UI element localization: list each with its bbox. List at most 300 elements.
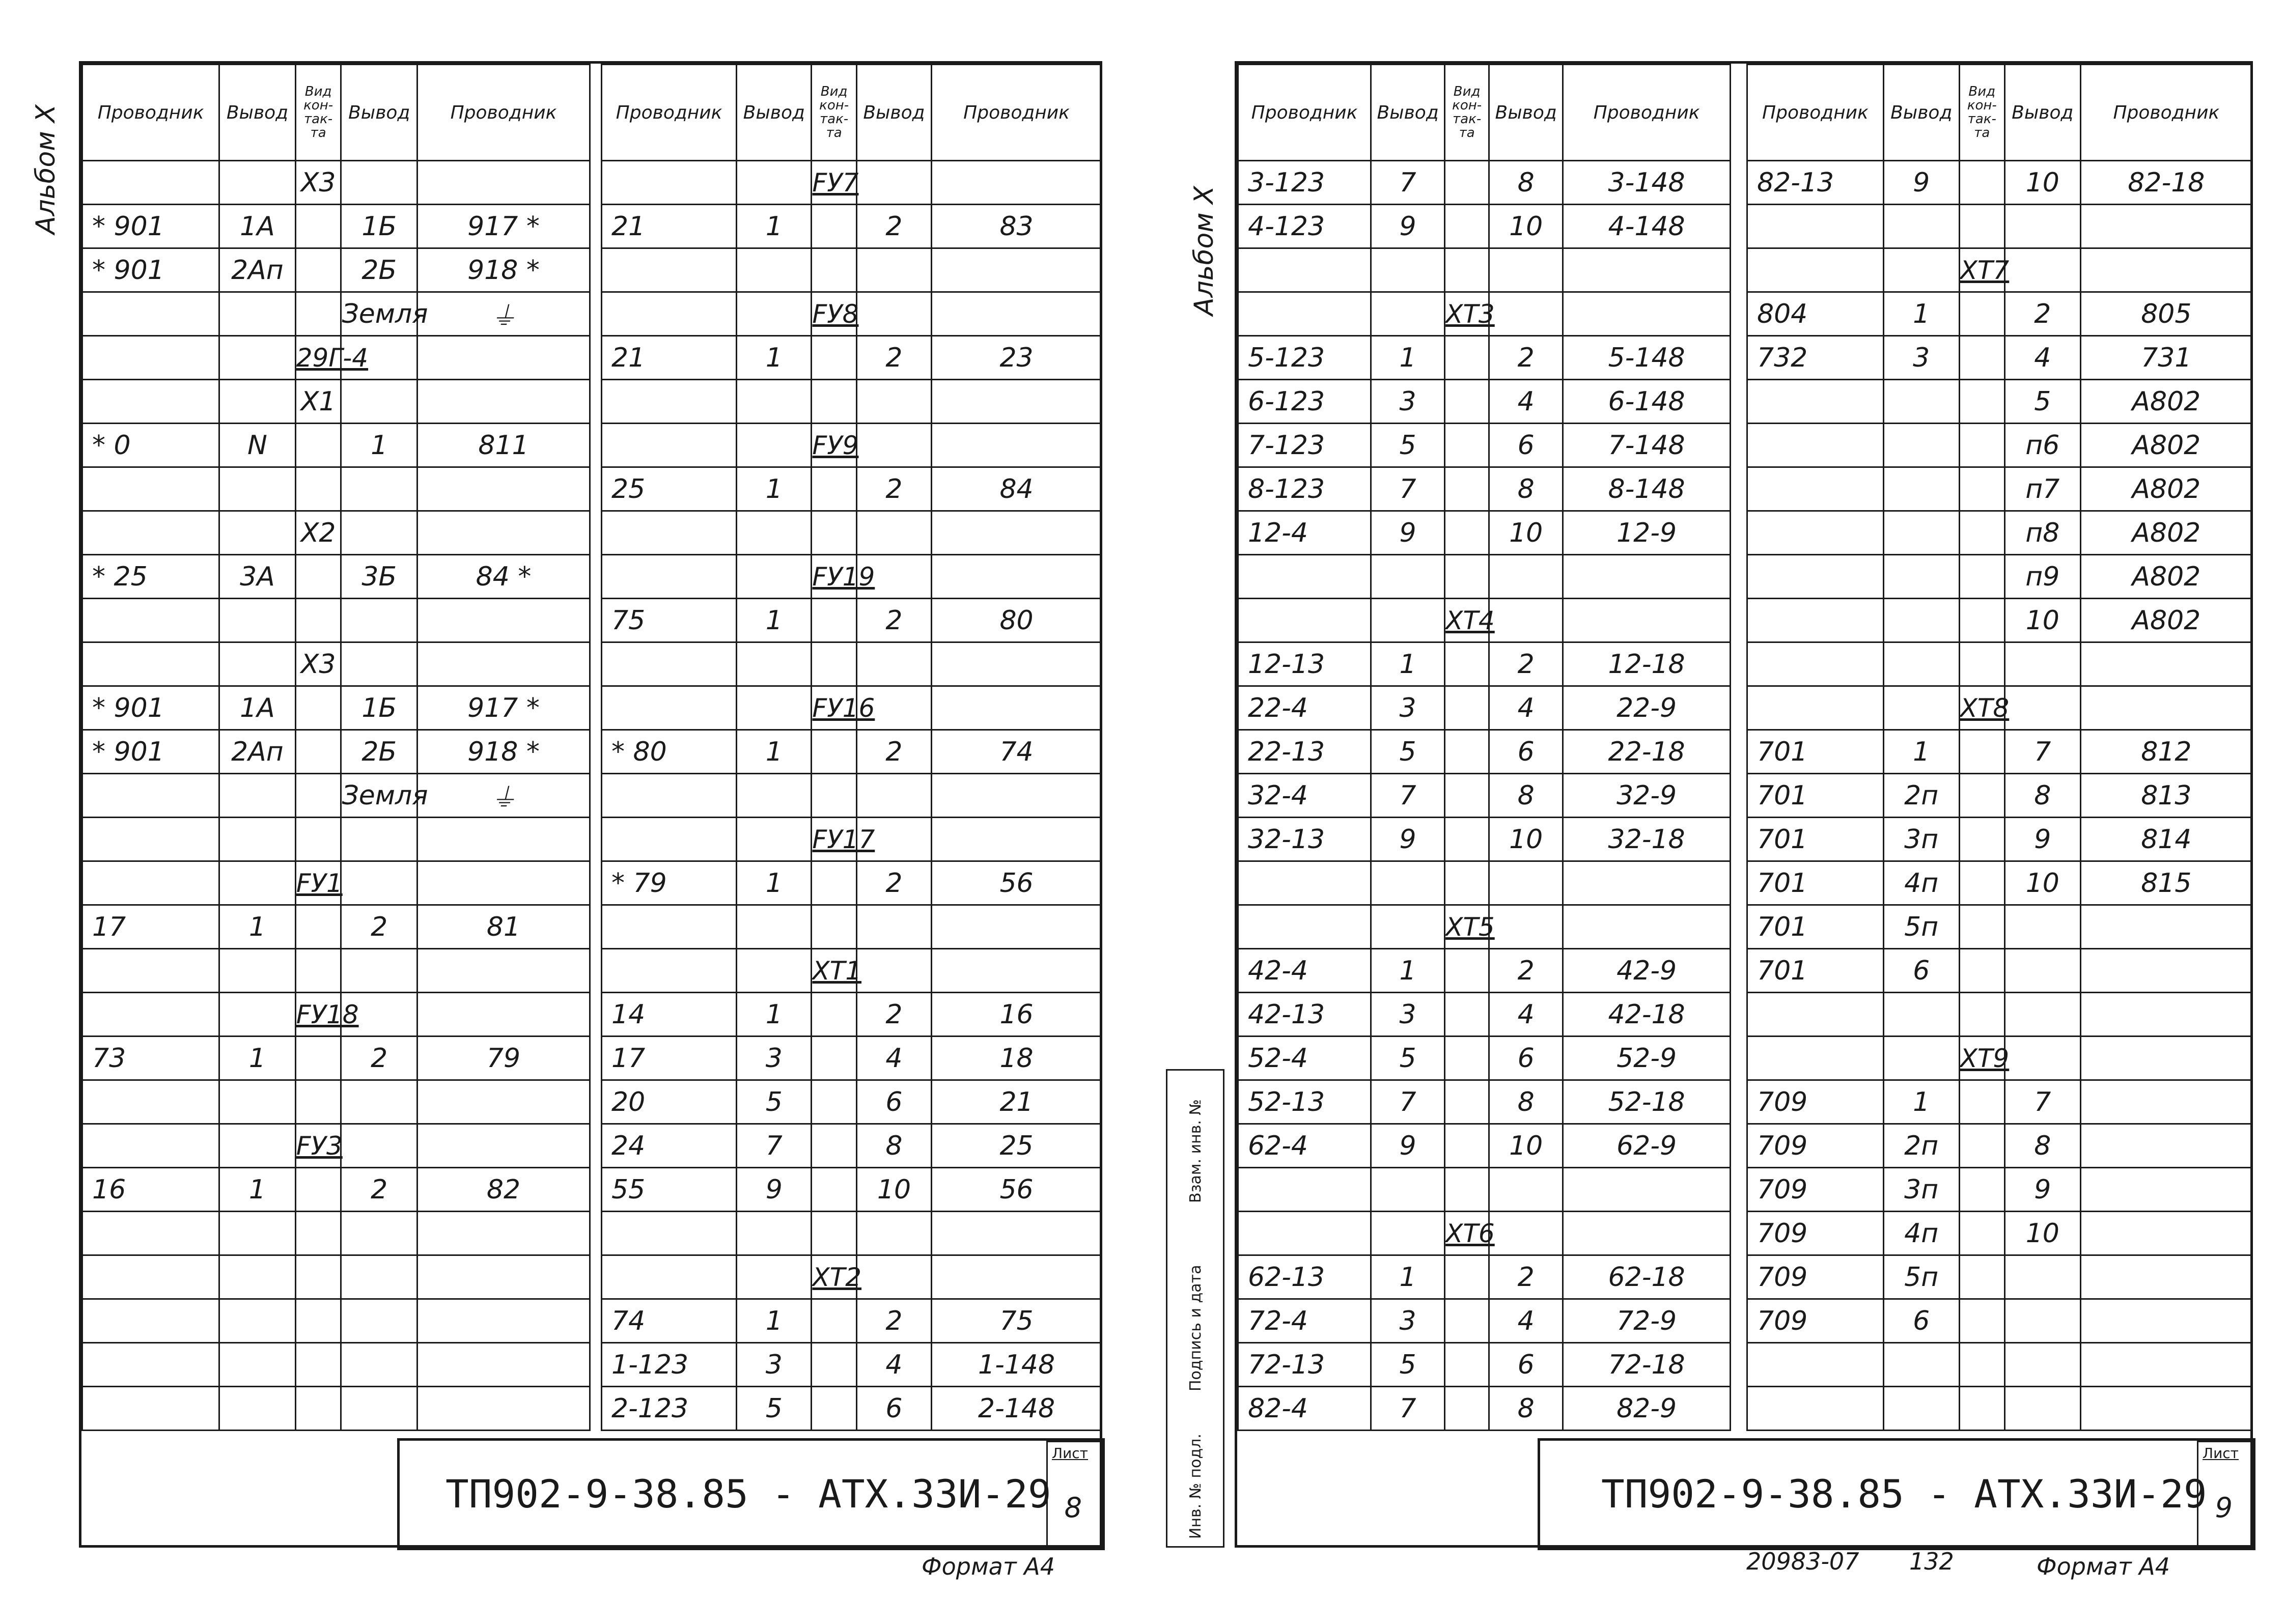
table-cell: 10 xyxy=(1489,511,1563,555)
table-cell xyxy=(812,1124,856,1168)
table-cell xyxy=(295,248,341,292)
table-cell: 16 xyxy=(82,1168,219,1212)
table-cell: 4 xyxy=(1489,380,1563,424)
table-cell xyxy=(1959,205,2004,248)
table-cell xyxy=(812,1343,856,1387)
table-cell xyxy=(2004,949,2080,993)
table-cell xyxy=(295,599,341,642)
table-cell: 42-13 xyxy=(1238,993,1371,1037)
table-cell: 7 xyxy=(2004,1080,2080,1124)
table-cell xyxy=(1883,205,1959,248)
table-cell xyxy=(341,1124,417,1168)
table-cell xyxy=(341,599,417,642)
table-row xyxy=(1747,467,2252,511)
table-cell: 2 xyxy=(1489,949,1563,993)
table-cell xyxy=(812,861,856,905)
table-cell xyxy=(1883,642,1959,686)
table-cell xyxy=(1959,380,2004,424)
table-cell xyxy=(1883,686,1959,730)
table-cell: А802 xyxy=(2080,599,2252,642)
table-cell xyxy=(1959,467,2004,511)
table-cell xyxy=(932,1255,1102,1299)
table-cell: 8 xyxy=(1489,467,1563,511)
table-cell xyxy=(2080,205,2252,248)
table-cell: 6-148 xyxy=(1563,380,1731,424)
table-cell xyxy=(2004,1299,2080,1343)
sheet-right xyxy=(1235,61,2253,1548)
table-row xyxy=(602,1037,1102,1080)
table-cell: 709 xyxy=(1747,1124,1884,1168)
table-cell xyxy=(82,818,219,861)
table-cell xyxy=(602,774,737,818)
table-cell: * 0 xyxy=(82,424,219,467)
table-cell xyxy=(1959,161,2004,205)
table-row xyxy=(82,730,590,774)
table-cell: 5 xyxy=(1371,1343,1445,1387)
table-cell xyxy=(2080,949,2252,993)
table-cell: 2 xyxy=(856,993,931,1037)
table-cell xyxy=(737,1255,812,1299)
table-cell xyxy=(295,1037,341,1080)
table-cell: 2 xyxy=(856,336,931,380)
table-cell xyxy=(417,1343,590,1387)
table-cell xyxy=(1445,730,1489,774)
table-cell xyxy=(856,161,931,205)
table-row xyxy=(602,292,1102,336)
table-cell xyxy=(1747,248,1884,292)
table-cell: 8 xyxy=(1489,1080,1563,1124)
table-cell: 52-9 xyxy=(1563,1037,1731,1080)
table-cell xyxy=(1445,336,1489,380)
table-cell xyxy=(219,161,296,205)
table-cell xyxy=(1445,161,1489,205)
table-cell xyxy=(2080,1037,2252,1080)
table-cell: Земля xyxy=(341,292,417,336)
table-cell: п9 xyxy=(2004,555,2080,599)
table-cell xyxy=(1959,730,2004,774)
table-cell xyxy=(812,599,856,642)
table-cell: 42-18 xyxy=(1563,993,1731,1037)
table-cell: 9 xyxy=(2004,1168,2080,1212)
table-cell xyxy=(341,861,417,905)
table-cell: 7-148 xyxy=(1563,424,1731,467)
table-cell xyxy=(1959,1212,2004,1255)
connection-table-3 xyxy=(1237,64,1731,1431)
table-cell: 79 xyxy=(417,1037,590,1080)
table-row xyxy=(1238,1124,1731,1168)
table-cell: 22-18 xyxy=(1563,730,1731,774)
table-cell: А802 xyxy=(2080,555,2252,599)
album-label-left: Альбом X xyxy=(31,104,61,234)
table-row xyxy=(82,205,590,248)
table-cell: 1-123 xyxy=(602,1343,737,1387)
table-cell xyxy=(932,642,1102,686)
table-cell xyxy=(856,511,931,555)
table-cell: 56 xyxy=(932,1168,1102,1212)
table-cell: 16 xyxy=(932,993,1102,1037)
table-cell: 6 xyxy=(856,1387,931,1431)
connector-caption: ХТ4 xyxy=(1445,599,1489,642)
table-cell xyxy=(932,774,1102,818)
table-row xyxy=(602,1343,1102,1387)
table-cell: 3 xyxy=(1883,336,1959,380)
table-cell: А802 xyxy=(2080,511,2252,555)
table-cell xyxy=(932,380,1102,424)
table-cell xyxy=(737,555,812,599)
table-cell xyxy=(737,511,812,555)
table-cell xyxy=(1445,205,1489,248)
table-cell xyxy=(1959,1299,2004,1343)
table-cell: 1Б xyxy=(341,686,417,730)
table-cell: 1 xyxy=(737,993,812,1037)
table-row xyxy=(1238,599,1731,642)
table-cell: 9 xyxy=(1371,818,1445,861)
table-cell: Х2 xyxy=(295,511,341,555)
sheet-label-left: Лист xyxy=(1052,1445,1088,1462)
table-row xyxy=(82,511,590,555)
table-cell: 84 xyxy=(932,467,1102,511)
table-cell xyxy=(1883,993,1959,1037)
table-row xyxy=(1238,292,1731,336)
table-row xyxy=(1747,1080,2252,1124)
table-cell xyxy=(1747,424,1884,467)
table-cell xyxy=(2004,686,2080,730)
table-row xyxy=(82,1299,590,1343)
table-cell: 72-13 xyxy=(1238,1343,1371,1387)
table-row xyxy=(1747,380,2252,424)
table-cell xyxy=(1238,1212,1371,1255)
table-cell xyxy=(417,861,590,905)
table-cell: 917 * xyxy=(417,686,590,730)
table-cell xyxy=(1883,511,1959,555)
table-cell: 1Б xyxy=(341,205,417,248)
table-row xyxy=(1747,424,2252,467)
table-cell xyxy=(932,511,1102,555)
table-cell xyxy=(219,1124,296,1168)
table-cell xyxy=(82,949,219,993)
table-row xyxy=(602,161,1102,205)
table-cell xyxy=(219,599,296,642)
table-cell xyxy=(82,1387,219,1431)
table-cell xyxy=(1883,467,1959,511)
table-cell: 80 xyxy=(932,599,1102,642)
table-cell xyxy=(1747,555,1884,599)
table-cell xyxy=(295,1080,341,1124)
table-cell: 4п xyxy=(1883,1212,1959,1255)
table-cell xyxy=(2080,1168,2252,1212)
table-row xyxy=(82,555,590,599)
table-cell xyxy=(812,380,856,424)
table-cell xyxy=(1489,1168,1563,1212)
connector-caption: FУ3 xyxy=(295,1124,341,1168)
table-row xyxy=(82,642,590,686)
table-cell xyxy=(1959,1080,2004,1124)
table-cell: 72-9 xyxy=(1563,1299,1731,1343)
table-row xyxy=(1747,730,2252,774)
table-cell xyxy=(856,292,931,336)
table-cell xyxy=(82,1299,219,1343)
table-row xyxy=(1238,993,1731,1037)
table-cell: 8-123 xyxy=(1238,467,1371,511)
table-row xyxy=(1238,161,1731,205)
table-cell xyxy=(812,1212,856,1255)
column-header: Вывод xyxy=(1489,65,1563,161)
table-cell xyxy=(1563,905,1731,949)
table-cell: 7 xyxy=(1371,1387,1445,1431)
table-cell: 7 xyxy=(1371,1080,1445,1124)
table-cell xyxy=(295,467,341,511)
table-cell xyxy=(856,248,931,292)
table-cell: 18 xyxy=(932,1037,1102,1080)
table-cell: 8 xyxy=(1489,161,1563,205)
table-cell xyxy=(82,1343,219,1387)
table-row xyxy=(1238,511,1731,555)
table-cell: 917 * xyxy=(417,205,590,248)
table-cell xyxy=(295,730,341,774)
table-cell: 10 xyxy=(2004,161,2080,205)
table-cell: 73 xyxy=(82,1037,219,1080)
table-cell: 21 xyxy=(602,336,737,380)
table-cell xyxy=(1959,336,2004,380)
table-cell: 14 xyxy=(602,993,737,1037)
column-header: Вывод xyxy=(341,65,417,161)
table-cell xyxy=(219,467,296,511)
table-row xyxy=(602,905,1102,949)
table-cell xyxy=(1747,1343,1884,1387)
table-cell: Земля xyxy=(341,774,417,818)
connector-caption: ХТ2 xyxy=(812,1255,856,1299)
table-cell: 2 xyxy=(341,905,417,949)
column-header: Вывод xyxy=(737,65,812,161)
table-cell: 22-4 xyxy=(1238,686,1371,730)
signature-strip-signature-date: Подпись и дата xyxy=(1187,1265,1205,1391)
table-cell xyxy=(737,424,812,467)
table-cell: 4 xyxy=(856,1343,931,1387)
connector-caption: FУ9 xyxy=(812,424,856,467)
table-cell xyxy=(2080,248,2252,292)
table-cell xyxy=(1371,1212,1445,1255)
table-cell xyxy=(82,642,219,686)
table-cell: 2 xyxy=(856,861,931,905)
connector-caption: FУ16 xyxy=(812,686,856,730)
table-cell: А802 xyxy=(2080,467,2252,511)
table-cell xyxy=(1883,380,1959,424)
table-cell: 6 xyxy=(1489,1343,1563,1387)
table-cell: 2-148 xyxy=(932,1387,1102,1431)
sheet-left xyxy=(79,61,1102,1548)
table-cell xyxy=(1747,1387,1884,1431)
table-cell xyxy=(82,336,219,380)
table-cell xyxy=(1959,905,2004,949)
table-cell: 56 xyxy=(932,861,1102,905)
table-cell: 2 xyxy=(1489,642,1563,686)
table-cell xyxy=(1959,599,2004,642)
table-row xyxy=(602,642,1102,686)
table-cell: 701 xyxy=(1747,818,1884,861)
table-cell xyxy=(82,467,219,511)
table-cell: 7 xyxy=(1371,161,1445,205)
signature-strip-replacement: Взам. инв. № xyxy=(1187,1099,1205,1203)
table-cell: 1 xyxy=(219,1037,296,1080)
table-cell xyxy=(219,1343,296,1387)
table-cell xyxy=(2080,642,2252,686)
table-row xyxy=(1747,949,2252,993)
table-cell xyxy=(1959,1124,2004,1168)
table-cell: 1 xyxy=(737,467,812,511)
table-row xyxy=(82,1343,590,1387)
table-row xyxy=(1238,1168,1731,1212)
table-cell xyxy=(1445,248,1489,292)
table-cell xyxy=(341,1299,417,1343)
table-cell xyxy=(1445,861,1489,905)
column-header: Проводник xyxy=(2080,65,2252,161)
table-row xyxy=(82,1080,590,1124)
table-row xyxy=(602,993,1102,1037)
table-cell: 2 xyxy=(2004,292,2080,336)
table-row xyxy=(602,774,1102,818)
table-cell xyxy=(1445,467,1489,511)
table-row xyxy=(1747,1255,2252,1299)
table-cell: 82-13 xyxy=(1747,161,1884,205)
table-cell xyxy=(2004,205,2080,248)
table-cell: 4 xyxy=(2004,336,2080,380)
format-note-left: Формат А4 xyxy=(922,1553,1055,1580)
table-cell xyxy=(856,905,931,949)
table-cell xyxy=(417,1299,590,1343)
table-cell xyxy=(2004,993,2080,1037)
table-cell xyxy=(602,292,737,336)
table-cell xyxy=(82,861,219,905)
table-cell: 2п xyxy=(1883,1124,1959,1168)
table-cell: 52-13 xyxy=(1238,1080,1371,1124)
table-cell xyxy=(932,686,1102,730)
table-cell: 813 xyxy=(2080,774,2252,818)
table-cell: 10 xyxy=(1489,1124,1563,1168)
table-cell: 8 xyxy=(2004,774,2080,818)
table-cell xyxy=(1959,292,2004,336)
table-cell: 10 xyxy=(1489,818,1563,861)
table-cell xyxy=(295,905,341,949)
table-cell xyxy=(417,336,590,380)
table-row xyxy=(1238,467,1731,511)
column-header: Вывод xyxy=(1883,65,1959,161)
table-cell xyxy=(295,424,341,467)
table-row xyxy=(602,205,1102,248)
table-cell xyxy=(341,1343,417,1387)
table-cell: 3 xyxy=(737,1343,812,1387)
table-cell xyxy=(1445,818,1489,861)
table-cell: 2Б xyxy=(341,248,417,292)
table-row xyxy=(1238,1255,1731,1299)
table-cell: ⏚ xyxy=(417,774,590,818)
table-row xyxy=(1747,686,2252,730)
table-cell: 9 xyxy=(2004,818,2080,861)
table-cell: 82 xyxy=(417,1168,590,1212)
table-cell: 7 xyxy=(1371,467,1445,511)
table-cell: п6 xyxy=(2004,424,2080,467)
table-cell xyxy=(219,511,296,555)
table-cell: 32-4 xyxy=(1238,774,1371,818)
table-cell xyxy=(219,1255,296,1299)
connector-caption: FУ18 xyxy=(295,993,341,1037)
table-cell: 9 xyxy=(1883,161,1959,205)
table-row xyxy=(82,467,590,511)
table-cell xyxy=(1371,599,1445,642)
table-cell xyxy=(602,905,737,949)
table-cell xyxy=(1747,686,1884,730)
table-cell xyxy=(812,511,856,555)
table-cell xyxy=(1445,949,1489,993)
table-cell xyxy=(295,949,341,993)
table-cell: 9 xyxy=(1371,511,1445,555)
table-cell xyxy=(932,292,1102,336)
table-cell xyxy=(737,1212,812,1255)
table-cell xyxy=(341,161,417,205)
table-cell xyxy=(856,1255,931,1299)
table-cell: 6 xyxy=(1883,1299,1959,1343)
table-cell xyxy=(1371,292,1445,336)
table-cell: 701 xyxy=(1747,905,1884,949)
table-row xyxy=(82,161,590,205)
table-cell xyxy=(812,1299,856,1343)
table-row xyxy=(1238,730,1731,774)
table-row xyxy=(1747,336,2252,380)
table-cell: 10 xyxy=(2004,861,2080,905)
signature-strip-inv-number: Инв. № подл. xyxy=(1187,1434,1205,1539)
table-row xyxy=(1238,1387,1731,1431)
album-label-right: Альбом X xyxy=(1189,186,1219,316)
table-cell: 2Ап xyxy=(219,730,296,774)
table-cell xyxy=(1445,1124,1489,1168)
format-note-right: Формат А4 xyxy=(2037,1553,2170,1580)
table-cell xyxy=(1747,380,1884,424)
column-header: Вид кон-так-та xyxy=(812,65,856,161)
table-row xyxy=(1747,1343,2252,1387)
table-cell xyxy=(82,1255,219,1299)
table-cell xyxy=(2080,905,2252,949)
table-cell xyxy=(295,292,341,336)
table-cell xyxy=(812,774,856,818)
table-cell xyxy=(1238,599,1371,642)
table-cell: 2 xyxy=(341,1037,417,1080)
table-row xyxy=(1238,774,1731,818)
table-cell xyxy=(219,380,296,424)
table-cell xyxy=(1747,993,1884,1037)
table-cell xyxy=(417,599,590,642)
table-cell: 10 xyxy=(856,1168,931,1212)
table-cell xyxy=(737,161,812,205)
table-cell: п8 xyxy=(2004,511,2080,555)
table-cell xyxy=(2004,905,2080,949)
table-row xyxy=(602,1124,1102,1168)
table-cell xyxy=(812,248,856,292)
table-row xyxy=(82,336,590,380)
table-cell: 6 xyxy=(1883,949,1959,993)
table-cell: * 901 xyxy=(82,730,219,774)
table-row xyxy=(602,467,1102,511)
table-cell: 9 xyxy=(1371,205,1445,248)
table-cell xyxy=(417,1212,590,1255)
table-cell xyxy=(737,248,812,292)
table-cell: 1 xyxy=(737,599,812,642)
table-cell: 12-4 xyxy=(1238,511,1371,555)
table-row xyxy=(82,599,590,642)
column-header: Проводник xyxy=(1747,65,1884,161)
table-row xyxy=(1238,861,1731,905)
table-row xyxy=(1238,1343,1731,1387)
table-cell xyxy=(1445,380,1489,424)
table-cell xyxy=(1563,861,1731,905)
